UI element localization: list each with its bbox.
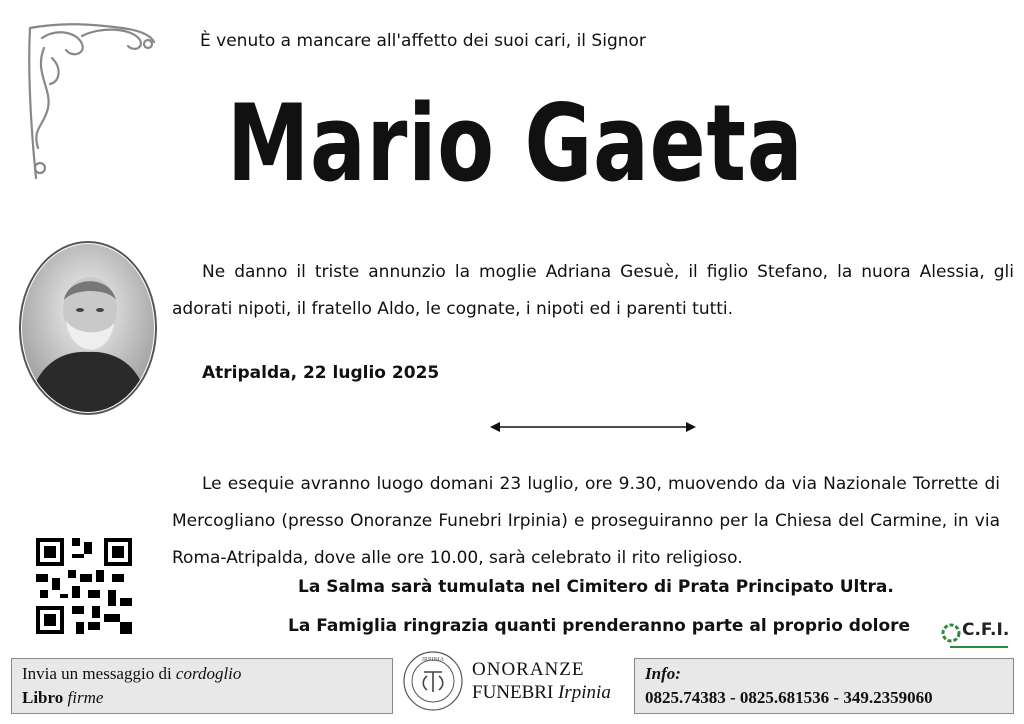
thanks-line: La Famiglia ringrazia quanti prenderanno parte al proprio dolore: [288, 616, 911, 636]
guestbook-word: firme: [67, 688, 104, 707]
cfi-ring-icon: [940, 622, 962, 644]
brand-italic: Irpinia: [558, 682, 611, 703]
announcement-paragraph: Ne danno il triste annunzio la moglie Adriana Gesuè, il figlio Stefano, la nuora Alessia, gli adorati nipoti, il fratello Aldo, le cognate, i nipoti ed i parenti tutti.: [172, 262, 1014, 319]
logo-top-text: IRPINIA: [422, 657, 444, 663]
cfi-logo: [940, 618, 1010, 652]
condolence-message-link[interactable]: [22, 664, 241, 684]
qr-code-icon[interactable]: [36, 538, 132, 634]
info-label-text: Info: [645, 664, 676, 683]
condolence-word: cordoglio: [175, 664, 242, 683]
info-box: [634, 658, 1014, 714]
portrait-photo-icon: [18, 240, 158, 416]
funeral-paragraph: Le esequie avranno luogo domani 23 luglio, ore 9.30, muovendo da via Nazionale Torrette di Mercogliano (presso Onoranze Funebri Irpinia) e proseguiranno per la Chiesa del Carmine, in via Roma-Atripalda, dove alle ore 10.00, sarà celebrato il rito religioso.: [172, 474, 1000, 568]
condolence-prefix: Invia un messaggio di: [22, 664, 176, 683]
funeral-home-logo-icon: [402, 650, 464, 712]
guestbook-link[interactable]: [22, 688, 103, 708]
brand-prefix: FUNEBRI: [472, 682, 559, 703]
info-label: Info:: [645, 664, 681, 683]
corner-ornament-icon: [22, 18, 162, 188]
burial-line: La Salma sarà tumulata nel Cimitero di Prata Principato Ultra.: [298, 577, 894, 597]
guestbook-prefix: Libro: [22, 688, 68, 707]
deceased-name: Mario Gaeta: [227, 82, 804, 205]
info-phones[interactable]: 0825.74383 - 0825.681536 - 349.2359060: [645, 688, 933, 707]
brand-line-2: [472, 682, 611, 704]
condolence-box[interactable]: [11, 658, 393, 714]
double-arrow-divider-icon: [490, 420, 696, 434]
cfi-text: C.F.I.: [962, 620, 1010, 640]
intro-line: È venuto a mancare all'affetto dei suoi cari, il Signor: [200, 31, 646, 51]
brand-line-1: ONORANZE: [472, 659, 585, 680]
place-date: Atripalda, 22 luglio 2025: [202, 363, 440, 383]
